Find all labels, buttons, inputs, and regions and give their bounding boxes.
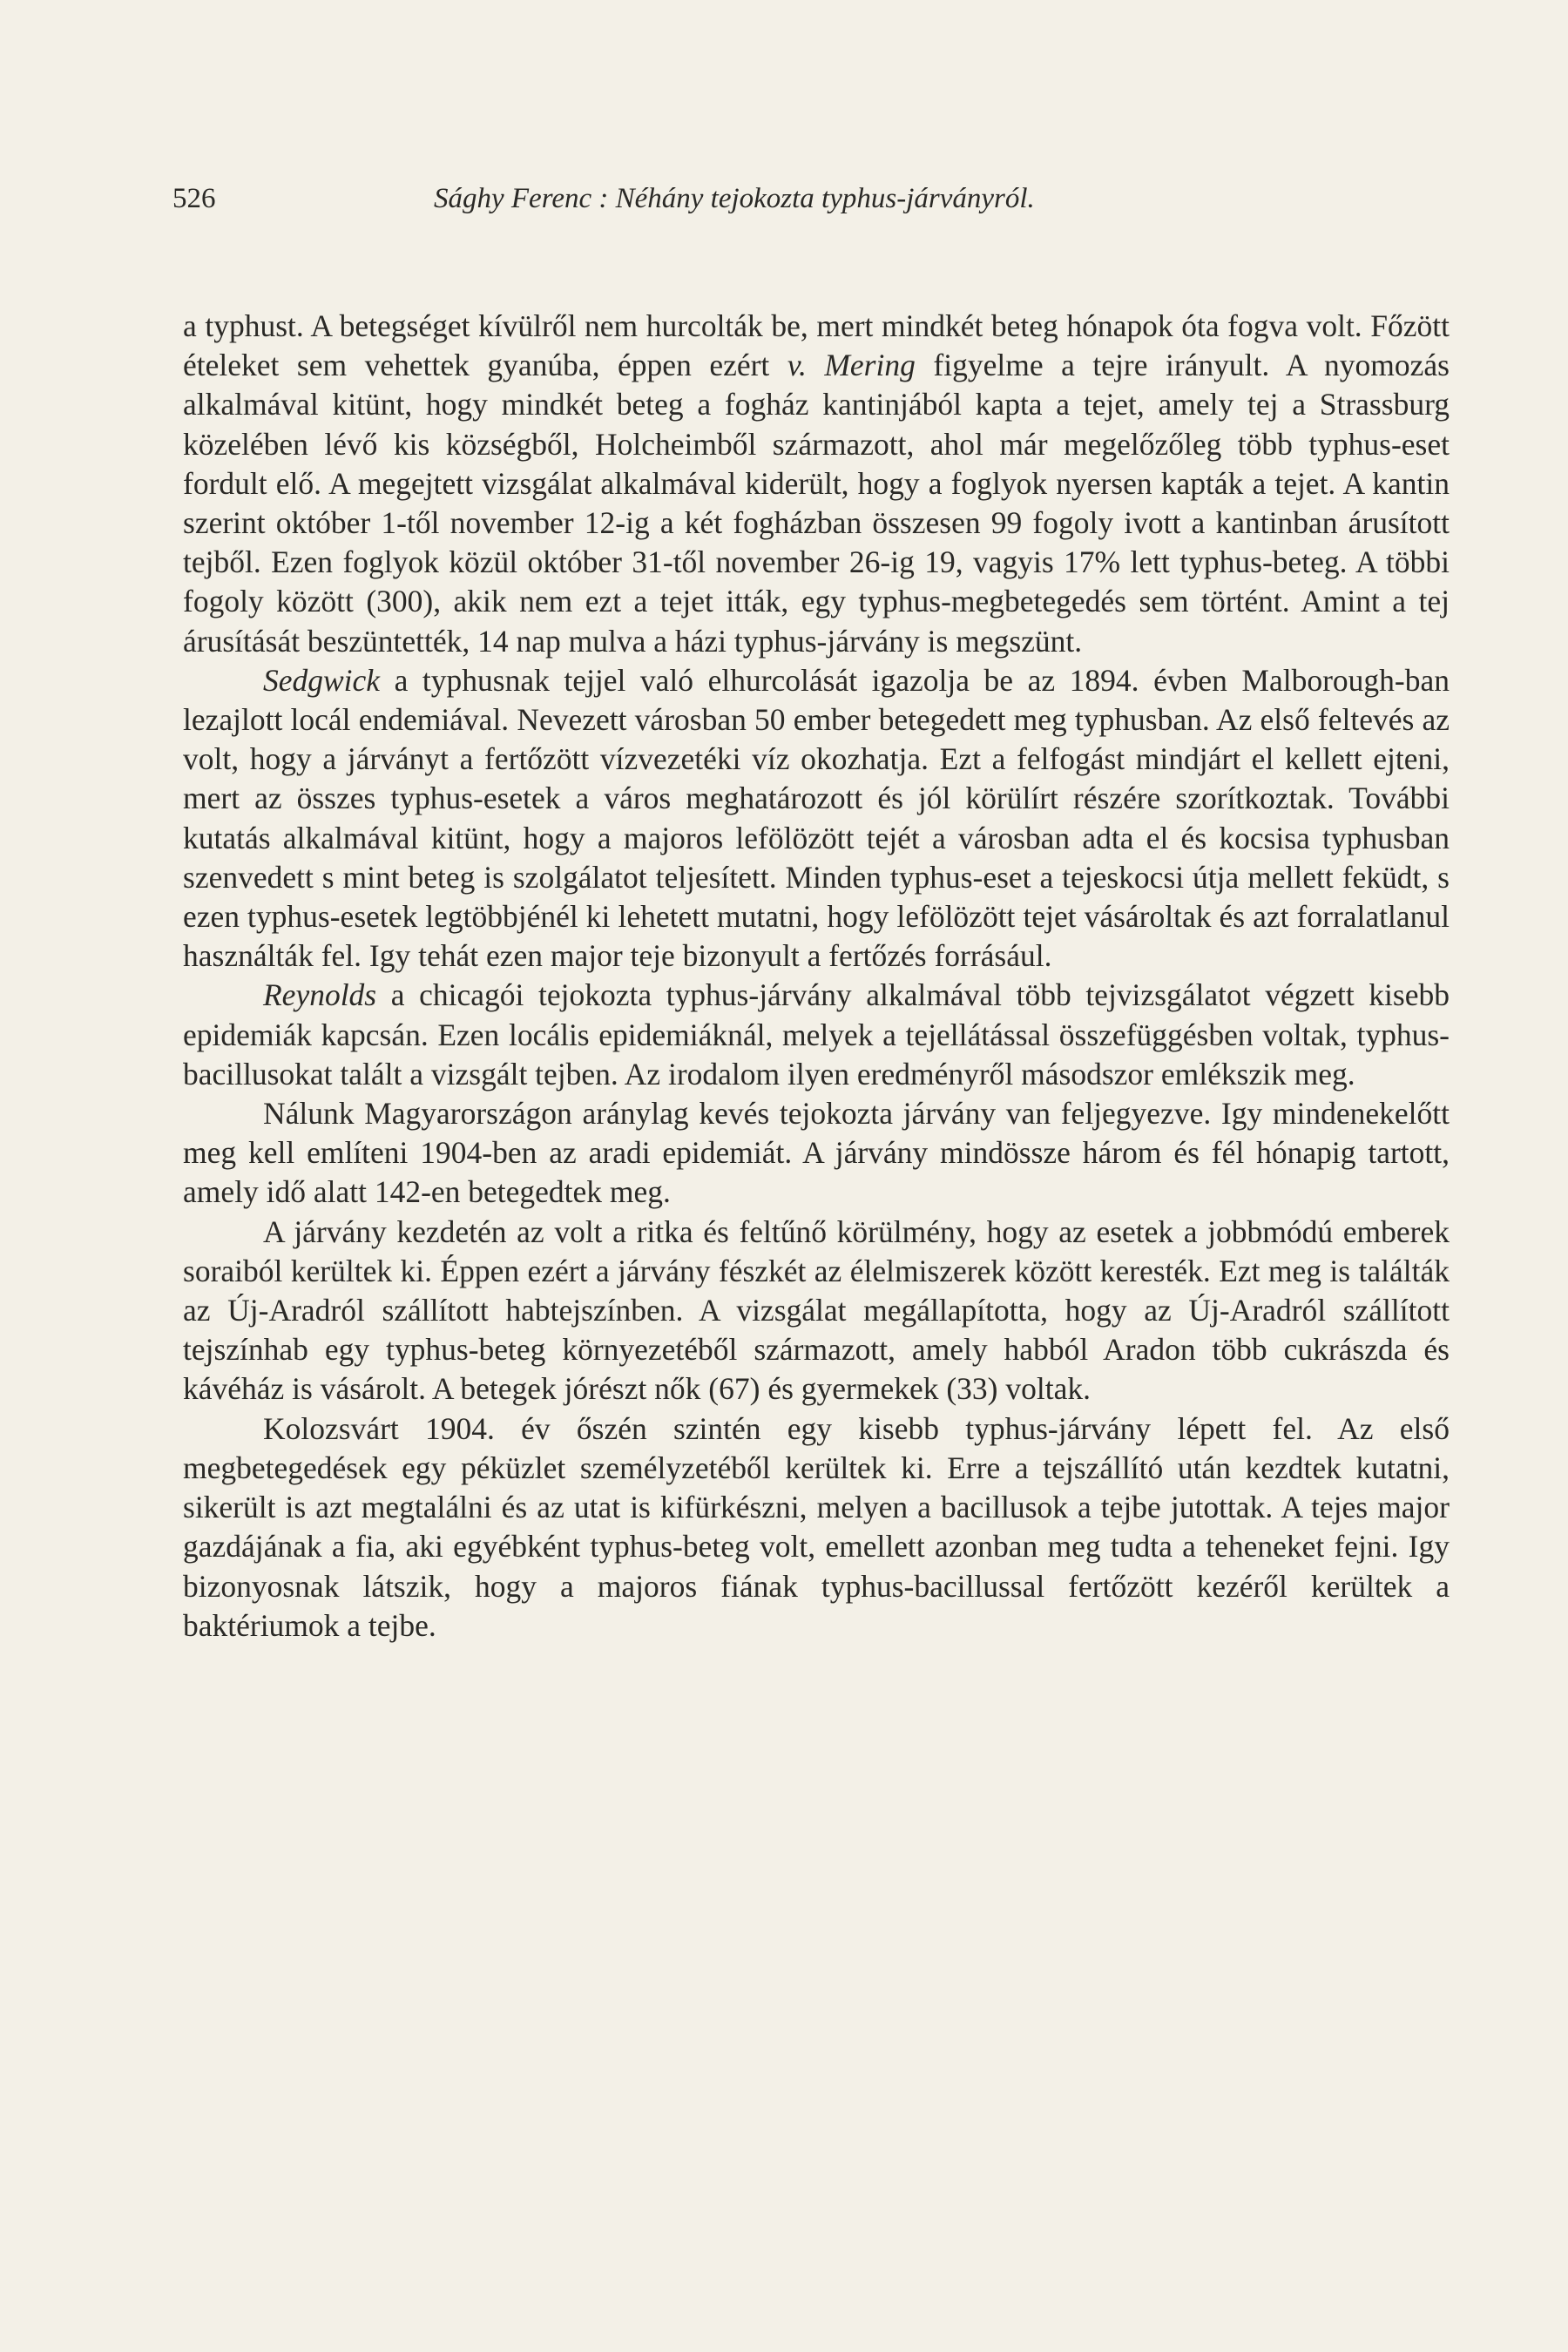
page-number: 526 xyxy=(172,183,216,214)
paragraph xyxy=(183,1094,1450,1213)
author-name: Sedgwick xyxy=(263,662,381,698)
text-run: figyelme a tejre irányult. A nyomozás alkalmával kitünt, hogy mindkét beteg a fogház kantinjából kapta a tejet, amely tej a Strassburg közelében lévő kis községből, Holcheimből származott, ahol már megelőzőleg több typhus-eset fordult elő. A megejtett vizsgálat alkalmával kiderült, hogy a foglyok nyersen kapták a tejet. A kantin szerint október 1-től november 12-ig a két fogházban összesen 99 fogoly ivott a kantinban árusított tejből. Ezen foglyok közül október 31-től november 26-ig 19, vagyis 17% lett typhus-beteg. A többi fogoly között (300), akik nem ezt a tejet itták, egy typhus-megbetegedés sem történt. Amint a tej árusítását beszüntették, 14 nap mulva a házi typhus-járvány is megszünt. xyxy=(183,348,1450,659)
body-text xyxy=(183,307,1450,1646)
running-title: Sághy Ferenc : Néhány tejokozta typhus-járványról. xyxy=(434,183,1035,214)
paragraph xyxy=(183,1409,1450,1646)
text-run: a typhust. A betegséget kívülről nem hurcolták be, mert mindkét beteg hónapok óta fogva volt. Főzött ételeket sem vehettek gyanúba, éppen ezért xyxy=(183,308,1450,383)
paragraph xyxy=(183,307,1450,661)
text-run: Nálunk Magyarországon aránylag kevés tejokozta járvány van feljegyezve. Igy mindenekelőtt meg kell említeni 1904-ben az aradi epidemiát. A járvány mindössze három és fél hónapig tartott, amely idő alatt 142-en betegedtek meg. xyxy=(183,1096,1450,1210)
paragraph xyxy=(183,976,1450,1094)
running-head xyxy=(172,179,1444,218)
paragraph xyxy=(183,1213,1450,1409)
text-run: Kolozsvárt 1904. év őszén szintén egy kisebb typhus-járvány lépett fel. Az első megbetegedések egy péküzlet személyzetéből kerültek ki. Erre a tejszállító után kezdtek kutatni, sikerült is azt megtalálni és az utat is kifürkészni, melyen a bacillusok a tejbe jutottak. A tejes major gazdájának a fia, aki egyébként typhus-beteg volt, emellett azonban meg tudta a teheneket fejni. Igy bizonyosnak látszik, hogy a majoros fiának typhus-bacillussal fertőzött kezéről kerültek a baktériumok a tejbe. xyxy=(183,1410,1450,1643)
author-name: v. Mering xyxy=(787,348,916,383)
text-run: a chicagói tejokozta typhus-járvány alkalmával több tejvizsgálatot végzett kisebb epidemiák kapcsán. Ezen locális epidemiáknál, melyek a tejellátással összefüggésben voltak, typhus-bacillusokat talált a vizsgált tejben. Az irodalom ilyen eredményről másodszor emlékszik meg. xyxy=(183,977,1450,1092)
paragraph xyxy=(183,661,1450,977)
text-run: a typhusnak tejjel való elhurcolását igazolja be az 1894. évben Malborough-ban lezajlott locál endemiával. Nevezett városban 50 ember betegedett meg typhusban. Az első feltevés az volt, hogy a járványt a fertőzött vízvezetéki víz okozhatja. Ezt a felfogást mindjárt el kellett ejteni, mert az összes typhus-esetek a város meghatározott és jól körülírt részére szorítkoztak. További kutatás alkalmával kitünt, hogy a majoros lefölözött tejét a városban adta el és kocsisa typhusban szenvedett s mint beteg is szolgálatot teljesített. Minden typhus-eset a tejeskocsi útja mellett feküdt, s ezen typhus-esetek legtöbbjénél ki lehetett mutatni, hogy lefölözött tejet vásároltak és azt forralatlanul használták fel. Igy tehát ezen major teje bizonyult a fertőzés forrásául. xyxy=(183,662,1450,974)
text-run: A járvány kezdetén az volt a ritka és feltűnő körülmény, hogy az esetek a jobbmódú emberek soraiból kerültek ki. Éppen ezért a járvány fészkét az élelmiszerek között keresték. Ezt meg is találták az Új-Aradról szállított habtejszínben. A vizsgálat megállapította, hogy az Új-Aradról szállított tejszínhab egy typhus-beteg környezetéből származott, amely habból Aradon több cukrászda és kávéház is vásárolt. A betegek jórészt nők (67) és gyermekek (33) voltak. xyxy=(183,1213,1450,1407)
author-name: Reynolds xyxy=(263,977,377,1013)
